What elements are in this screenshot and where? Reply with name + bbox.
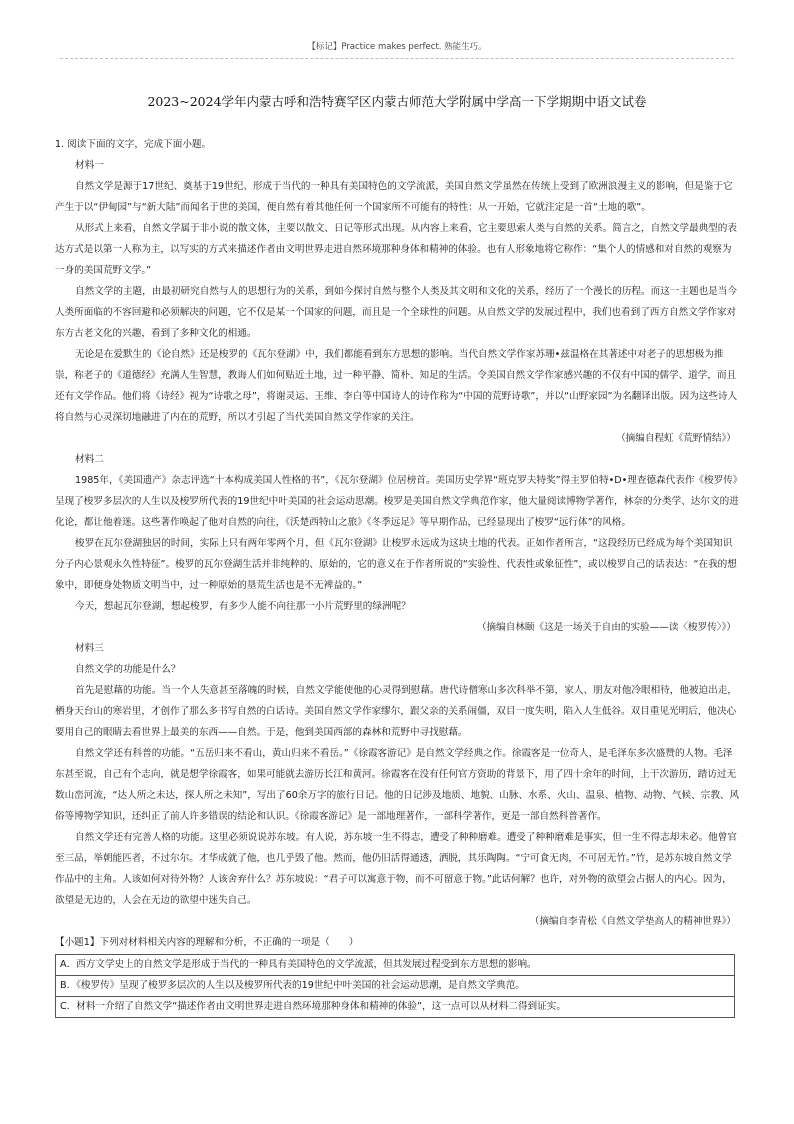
option-b[interactable]: B．《梭罗传》呈现了梭罗多层次的人生以及梭罗所代表的19世纪中叶美国的社会运动思潮，是自然文学典范。: [55, 975, 735, 996]
option-c[interactable]: C．材料一介绍了自然文学“描述作者由文明世界走进自然环境那种身体和精神的体验”，这一点可以从材料二得到证实。: [55, 996, 735, 1018]
material2-paragraph: 梭罗在瓦尔登湖独居的时间，实际上只有两年零两个月，但《瓦尔登湖》让梭罗永远成为这块土地的代表。正如作者所言，“这段经历已经成为每个美国知识分子内心景观永久性特征”。梭罗的瓦尔登湖生活并非纯粹的、原始的，它的意义在于作者所说的“实验性、代表性或象征性”，或以梭罗自己的话表达：“在我的想象中，即便身处物质文明当中，过一种原始的垦荒生活也是不无裨益的。”: [55, 538, 737, 591]
material3-source: （摘编自李青松《自然文学垫高人的精神世界》）: [529, 916, 736, 927]
material1-label: 材料一: [75, 160, 104, 171]
material2-source: （摘编自林颐《这是一场关于自由的实验——读〈梭罗传〉》）: [476, 622, 736, 633]
header-divider: [60, 58, 734, 59]
material3-paragraph: 自然文学的功能是什么？: [75, 664, 181, 675]
material1-paragraph: 无论是在爱默生的《论自然》还是梭罗的《瓦尔登湖》中，我们都能看到东方思想的影响。当代自然文学作家苏珊•兹温格在其著述中对老子的思想极为推崇，称老子的《道德经》充满人生智慧，教诲人们如何贴近土地，过一种平静、简朴、知足的生活。令美国自然文学作家感兴趣的不仅有中国的儒学、道学，而且还有文学作品。他们将《诗经》视为“诗歌之母”，将谢灵运、王维、李白等中国诗人的诗作称为“中国的荒野诗歌”，并以“山野家园”为名翻译出版。因为这些诗人将自然与心灵深切地融进了内在的荒野，所以才引起了当代美国自然文学作家的关注。: [55, 349, 738, 423]
exam-content: [55, 134, 740, 1018]
material2-label: 材料二: [75, 454, 104, 465]
material2-paragraph: 1985年，《美国遗产》杂志评选“十本构成美国人性格的书”，《瓦尔登湖》位居榜首。美国历史学界“班克罗夫特奖”得主罗伯特•D•理查德森代表作《梭罗传》呈现了梭罗多层次的人生以及梭罗所代表的19世纪中叶美国的社会运动思潮。梭罗是美国自然文学典范作家，他大量阅读博物学著作，林奈的分类学、达尔文的进化论，都让他着迷。这些著作唤起了他对自然的向往，《沃楚西特山之旅》《冬季远足》等早期作品，已经显现出了梭罗“远行体”的风格。: [55, 475, 739, 528]
question-intro: 1. 阅读下面的文字，完成下面小题。: [55, 139, 212, 150]
material3-label: 材料三: [75, 643, 104, 654]
header-note: 【标记】Practice makes perfect. 熟能生巧。: [307, 42, 487, 52]
material1-paragraph: 自然文学是源于17世纪、奠基于19世纪、形成于当代的一种具有美国特色的文学流派，美国自然文学虽然在传统上受到了欧洲浪漫主义的影响，但是鉴于它产生于以“伊甸园”与“新大陆”而闻名于世的美国，便自然有着其他任何一个国家所不可能有的特性：从一开始，它就注定是一首“土地的歌”。: [55, 181, 733, 213]
question1-options: [55, 954, 735, 1018]
material1-paragraph: 自然文学的主题，由最初研究自然与人的思想行为的关系，到如今探讨自然与整个人类及其文明和文化的关系，经历了一个漫长的历程。而这一主题也是当今人类所面临的不容回避和必须解决的问题，它不仅是某一个国家的问题，而且是一个全球性的问题。从自然文学的发展过程中，我们也看到了西方自然文学作家对东方古老文化的兴趣，看到了多种文化的相通。: [55, 286, 737, 339]
page-title: 2023~2024学年内蒙古呼和浩特赛罕区内蒙古师范大学附属中学高一下学期期中语文试卷: [147, 94, 647, 109]
material3-paragraph: 自然文学还有完善人格的功能。这里必须说说苏东坡。有人说，苏东坡一生不得志，遭受了种种磨难。遭受了种种磨难是事实，但一生不得志却未必。他曾官至三品，举朝能匹者，不过尔尔。才华成就了他，也几乎毁了他。然而，他仍旧活得通透，洒脱，其乐陶陶。“宁可食无肉，不可居无竹。”竹，是苏东坡自然文学作品中的主角。人该如何对待外物？人该舍弃什么？苏东坡说：“君子可以寓意于物，而不可留意于物。”此话何解？也许，对外物的欲望会占据人的内心。因为，欲望是无边的，人会在无边的欲望中迷失自己。: [55, 832, 737, 906]
material3-paragraph: 自然文学还有科普的功能。“五岳归来不看山，黄山归来不看岳。”《徐霞客游记》是自然文学经典之作。徐霞客是一位奇人，是毛泽东多次盛赞的人物。毛泽东甚至说，自己有个志向，就是想学徐霞客，如果可能就去游历长江和黄河。徐霞客在没有任何官方资助的背景下，用了四十余年的时间，上干次游历，踏访过无数山峦河流，“达人所之未达，探人所之未知”，写出了60余万字的旅行日记。他的日记涉及地质、地貌、山脉、水系、火山、温泉、植物、动物、气候、宗教、风俗等博物学知识，还纠正了前人许多错误的结论和认识。《徐霞客游记》是一部地理著作，一部科学著作，更是一部自然科普著作。: [55, 748, 740, 822]
material2-paragraph: 今天，想起瓦尔登湖，想起梭罗，有多少人能不向往那一小片荒野里的绿洲呢？: [75, 601, 411, 612]
material1-paragraph: 从形式上来看，自然文学属于非小说的散文体，主要以散文、日记等形式出现。从内容上来看，它主要思索人类与自然的关系。简言之，自然文学最典型的表达方式是以第一人称为主，以写实的方式来描述作者由文明世界走进自然环境那种身体和精神的体验。也有人形象地将它称作：“集个人的情感和对自然的观察为一身的美国荒野文学。”: [55, 223, 737, 276]
option-a[interactable]: A．西方文学史上的自然文学是形成于当代的一种具有美国特色的文学流派，但其发展过程受到东方思想的影响。: [55, 954, 735, 975]
question1-stem: 【小题1】下列对材料相关内容的理解和分析，不正确的一项是（ ）: [55, 937, 359, 948]
material3-paragraph: 首先是慰藉的功能。当一个人失意甚至落魄的时候，自然文学能使他的心灵得到慰藉。唐代诗僧寒山多次科举不第，家人、朋友对他冷眼相待，他被迫出走，栖身天台山的寒岩里，才创作了那么多书写自然的白话诗。美国自然文学作家缪尔，跟父亲的关系闹僵，双目一度失明，陷入人生低谷。双目重见光明后，他决心要用自己的眼睛去看世界上最美的东西——自然。于是，他到美国西部的森林和荒野中寻找慰藉。: [55, 685, 737, 738]
material1-source: （摘编自程虹《荒野情结》）: [616, 433, 736, 444]
